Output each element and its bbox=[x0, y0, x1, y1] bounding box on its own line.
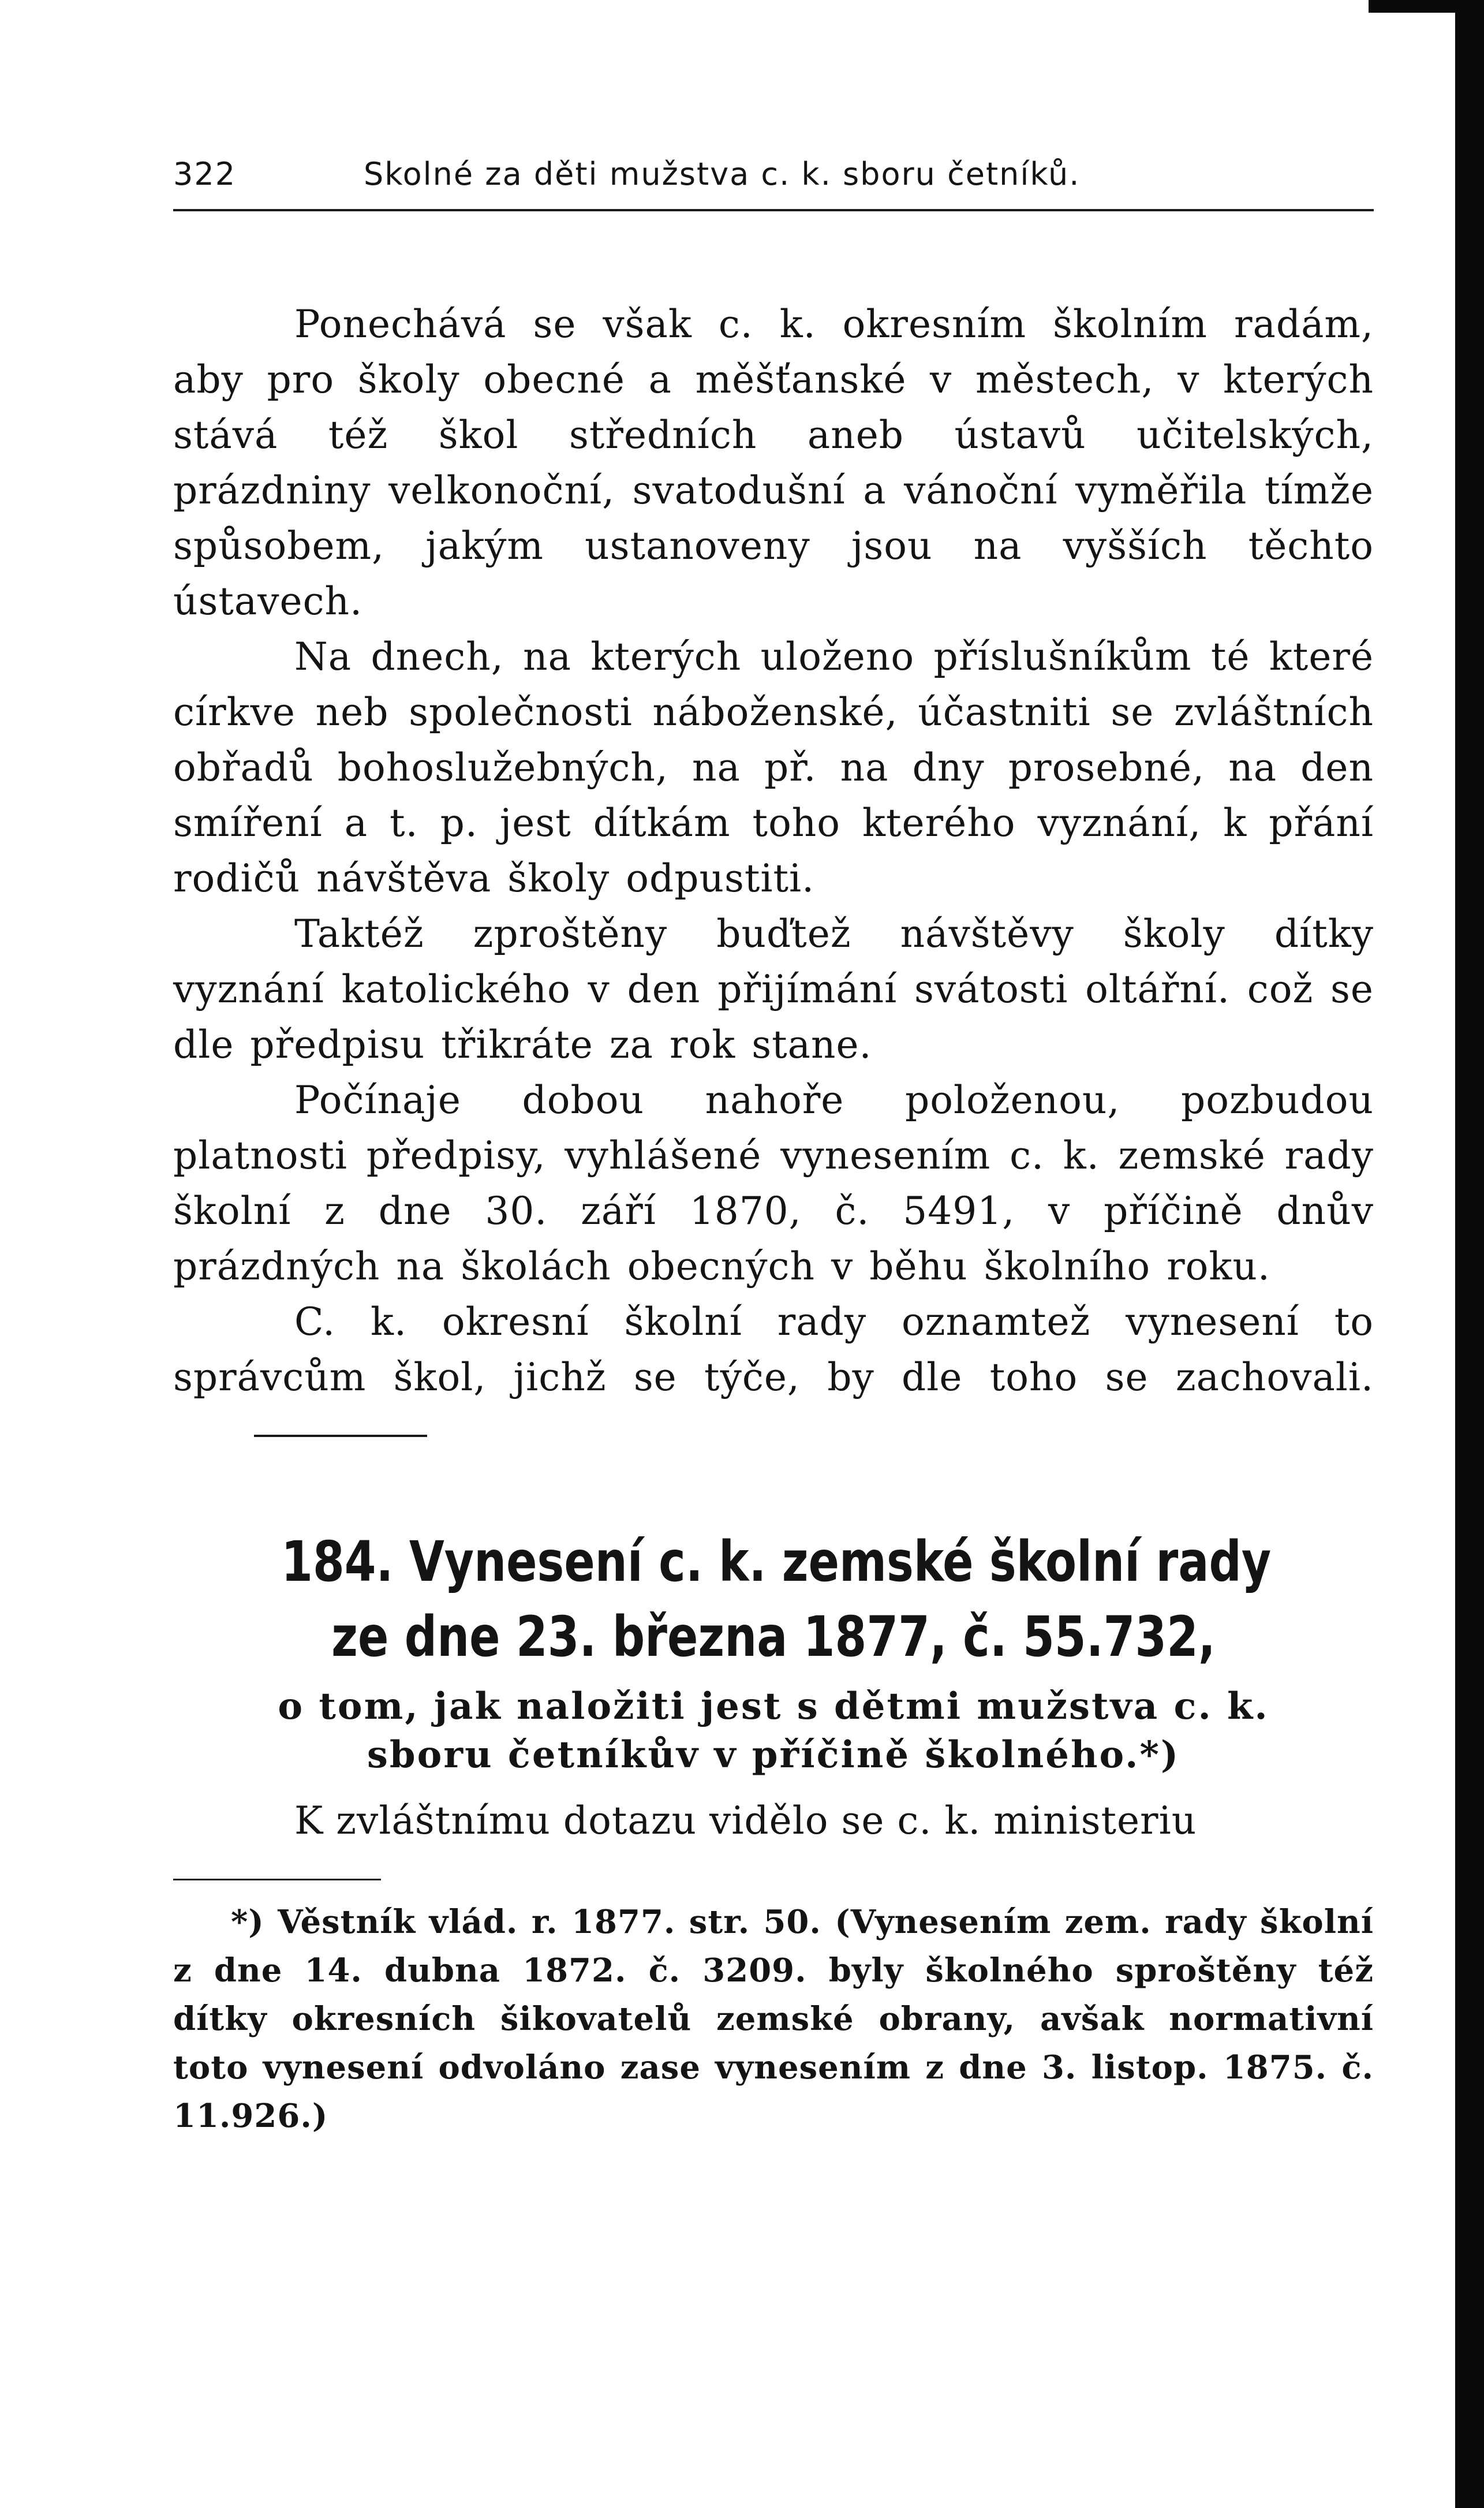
running-head bbox=[173, 156, 1374, 196]
section-subheading-line-2: sboru četníkův v příčině školného.*) bbox=[367, 1733, 1180, 1776]
footnote-text: Věstník vlád. r. 1877. str. 50. (Vynesením zem. rady školní z dne 14. dubna 1872. č. 3209. byly školného sproštěny též dítky okresních šikovatelů zemské obrany, avšak normativní toto vynesení odvoláno zase vynesením z dne 3. listop. 1875. č. 11.926.) bbox=[173, 1903, 1374, 2135]
section-subheading bbox=[173, 1682, 1374, 1779]
section-heading-line-2: ze dne 23. března 1877, č. 55.732, bbox=[331, 1604, 1216, 1669]
running-title: Skolné za děti mužstva c. k. sboru četníků. bbox=[364, 156, 1081, 192]
section-heading-line-1: 184. Vynesení c. k. zemské školní rady bbox=[281, 1529, 1272, 1594]
paragraph-4: Počínaje dobou nahoře položenou, pozbudou platnosti předpisy, vyhlášené vynesením c. k. zemské rady školní z dne 30. září 1870, č. 5491, v příčině dnův prázdných na školách obecných v běhu školního roku. bbox=[173, 1078, 1374, 1289]
section-heading bbox=[281, 1524, 1272, 1674]
paragraph-2: Na dnech, na kterých uloženo příslušníkům té které církve neb společnosti náboženské, účastniti se zvláštních obřadů bohoslužebných, na př. na dny prosebné, na den smíření a t. p. jest dítkám toho kterého vyznání, k přání rodičů návštěva školy odpustiti. bbox=[173, 635, 1374, 901]
paragraph-5 bbox=[173, 1294, 1374, 1461]
body-text bbox=[173, 297, 1374, 1461]
section-end-rule bbox=[254, 1435, 427, 1437]
paragraph-5-text: C. k. okresní školní rady oznamtež vynesení to správcům škol, jichž se týče, by dle toho se zachovali. bbox=[173, 1300, 1374, 1399]
footnote-rule bbox=[173, 1879, 381, 1880]
paragraph-1: Ponechává se však c. k. okresním školním radám, aby pro školy obecné a měšťanské v městech, v kterých stává též škol středních aneb ústavů učitelských, prázdniny velkonoční, svatodušní a vánoční vyměřila tímže spůsobem, jakým ustanoveny jsou na vyšších těchto ústavech. bbox=[173, 302, 1374, 624]
scan-border-top bbox=[1369, 0, 1484, 13]
book-page bbox=[173, 156, 1374, 2173]
footnote-mark: *) bbox=[231, 1903, 264, 1941]
section-intro: K zvláštnímu dotazu vidělo se c. k. ministeriu bbox=[294, 1798, 1197, 1843]
footnote bbox=[173, 1898, 1374, 2140]
section-subheading-line-1: o tom, jak naložiti jest s dětmi mužstva c. k. bbox=[278, 1685, 1269, 1728]
scan-border-right bbox=[1455, 0, 1484, 2508]
header-rule bbox=[173, 209, 1374, 211]
page-number: 322 bbox=[173, 156, 237, 192]
paragraph-3: Taktéž zproštěny buďtež návštěvy školy dítky vyznání katolického v den přijímání svátosti oltářní. což se dle předpisu třikráte za rok stane. bbox=[173, 912, 1374, 1067]
